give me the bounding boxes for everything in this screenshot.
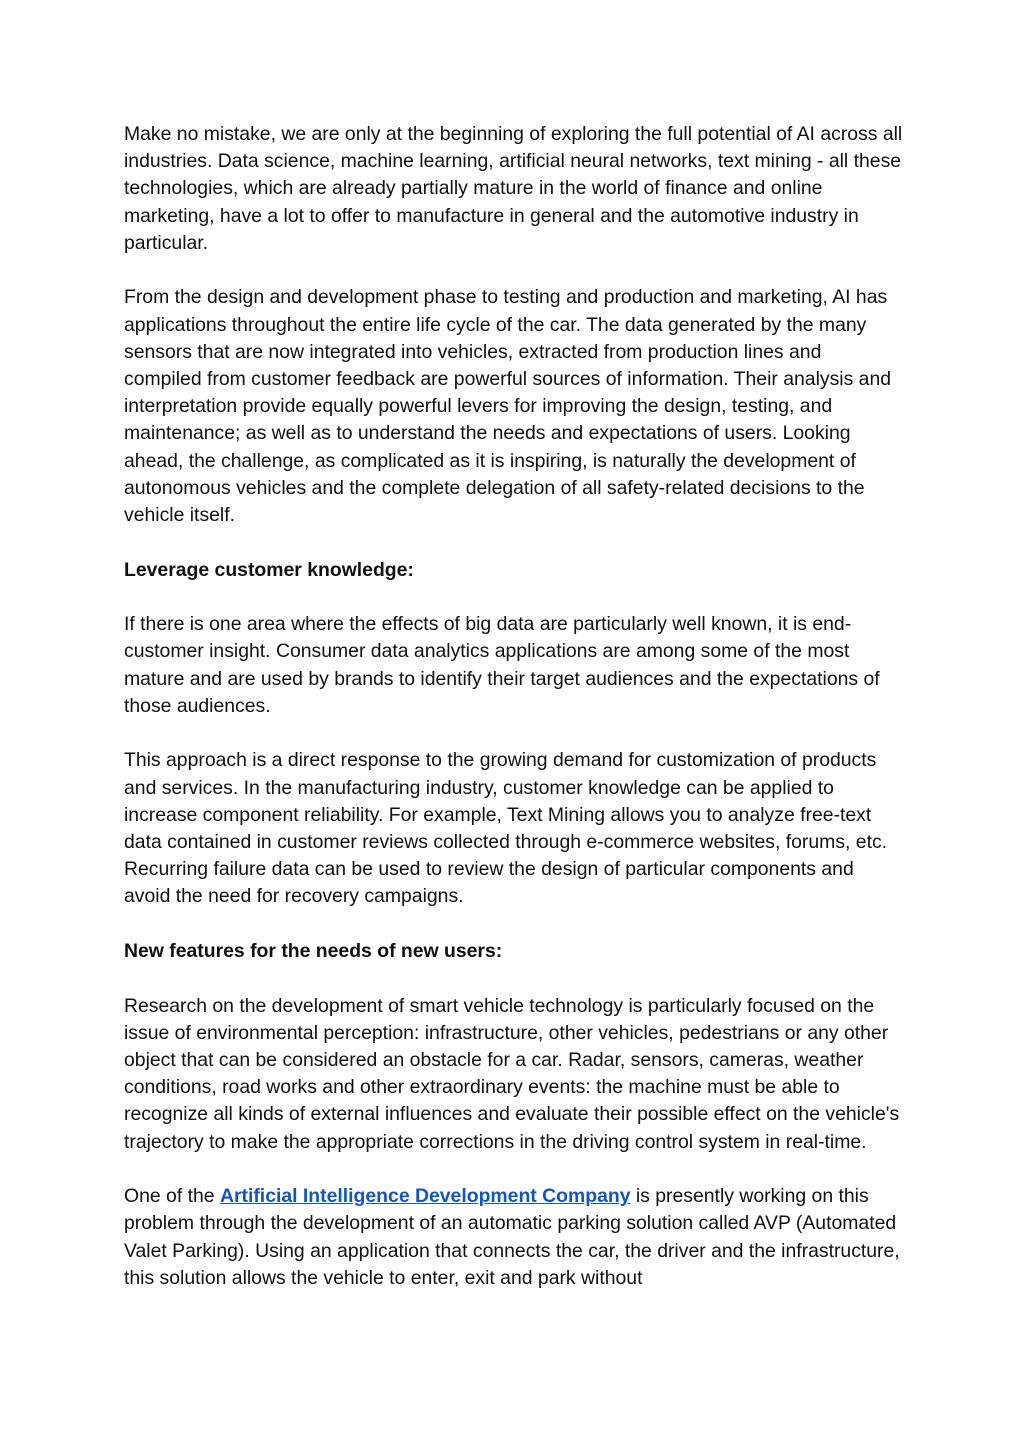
- heading-leverage-customer-knowledge: Leverage customer knowledge:: [124, 558, 414, 581]
- document-body: [124, 121, 904, 1319]
- paragraph-ai-potential: Make no mistake, we are only at the beginning of exploring the full potential of AI across all industries. Data science, machine learning, artificial neural networks, text mining - all these technologies, which are already partially mature in the world of finance and online marketing, have a lot to offer to manufacture in general and the automotive industry in particular.: [124, 123, 903, 254]
- paragraph-avp-continuation-text: is presently working on this problem through the development of an automatic parking solution called AVP (Automated Valet Parking). Using an application that connects the car, the driver and the infrastructure, this solution allows the vehicle to enter, exit and park without: [124, 1185, 900, 1289]
- paragraph-car-life-cycle: From the design and development phase to testing and production and marketing, AI has applications throughout the entire life cycle of the car. The data generated by the many sensors that are now integrated into vehicles, extracted from production lines and compiled from customer feedback are powerful sources of information. Their analysis and interpretation provide equally powerful levers for improving the design, testing, and maintenance; as well as to understand the needs and expectations of users. Looking ahead, the challenge, as complicated as it is inspiring, is naturally the development of autonomous vehicles and the complete delegation of all safety-related decisions to the vehicle itself.: [124, 286, 892, 527]
- paragraph-avp-solution: [124, 1183, 904, 1292]
- paragraph-environmental-perception: Research on the development of smart vehicle technology is particularly focused on the issue of environmental perception: infrastructure, other vehicles, pedestrians or any other object that can be considered an obstacle for a car. Radar, sensors, cameras, weather conditions, road works and other extraordinary events: the machine must be able to recognize all kinds of external influences and evaluate their possible effect on the vehicle's trajectory to make the appropriate corrections in the driving control system in real-time.: [124, 994, 900, 1153]
- ai-development-company-link[interactable]: Artificial Intelligence Development Company: [219, 1185, 631, 1208]
- heading-new-features: New features for the needs of new users:: [124, 940, 503, 963]
- paragraph-end-customer-insight: If there is one area where the effects of big data are particularly well known, it is end-customer insight. Consumer data analytics applications are among some of the most mature and are used by brands to identify their target audiences and the expectations of those audiences.: [124, 613, 880, 717]
- paragraph-avp-intro-text: One of the: [124, 1185, 220, 1208]
- paragraph-customization-approach: This approach is a direct response to the growing demand for customization of products and services. In the manufacturing industry, customer knowledge can be applied to increase component reliability. For example, Text Mining allows you to analyze free-text data contained in customer reviews collected through e-commerce websites, forums, etc. Recurring failure data can be used to review the design of particular components and avoid the need for recovery campaigns.: [124, 749, 888, 908]
